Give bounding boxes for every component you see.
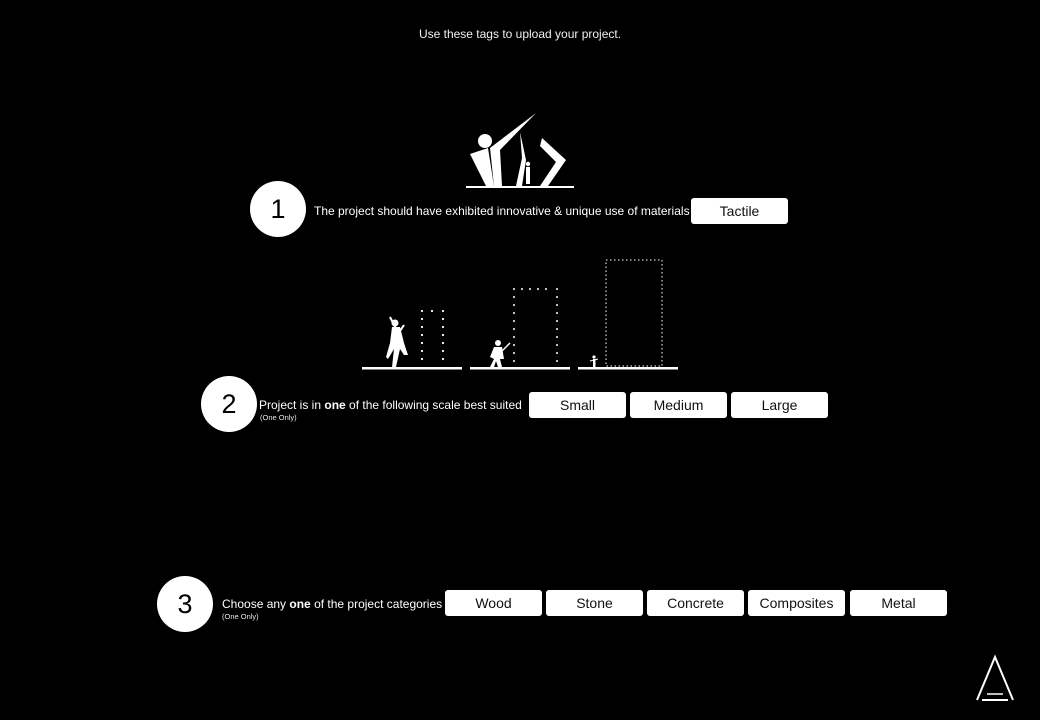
- tag-tactile-button[interactable]: Tactile: [691, 198, 788, 224]
- tag-large-button[interactable]: Large: [731, 392, 828, 418]
- step-2-text-before: Project is in: [259, 398, 325, 412]
- step-2-text-after: of the following scale best suited: [345, 398, 522, 412]
- step-3-note: (One Only): [222, 612, 259, 621]
- step-3-text: [222, 597, 442, 611]
- step-2-badge: 2: [201, 376, 257, 432]
- tag-medium-button[interactable]: Medium: [630, 392, 727, 418]
- step-1-text: The project should have exhibited innovative & unique use of materials: [314, 204, 690, 218]
- scale-illustration-icon: [360, 255, 680, 375]
- tag-concrete-button[interactable]: Concrete: [647, 590, 744, 616]
- sculpture-illustration-icon: [460, 108, 580, 193]
- intro-text: Use these tags to upload your project.: [418, 27, 622, 41]
- a-logo-icon[interactable]: [974, 655, 1018, 703]
- tag-wood-button[interactable]: Wood: [445, 590, 542, 616]
- step-3-text-bold: one: [289, 597, 311, 611]
- step-3-text-before: Choose any: [222, 597, 290, 611]
- step-2-note: (One Only): [260, 413, 297, 422]
- tag-composites-button[interactable]: Composites: [748, 590, 845, 616]
- tag-metal-button[interactable]: Metal: [850, 590, 947, 616]
- tag-small-button[interactable]: Small: [529, 392, 626, 418]
- step-2-text-bold: one: [324, 398, 346, 412]
- step-2-text: [259, 398, 522, 412]
- tag-stone-button[interactable]: Stone: [546, 590, 643, 616]
- step-3-badge: 3: [157, 576, 213, 632]
- step-1-badge: 1: [250, 181, 306, 237]
- step-3-text-after: of the project categories: [310, 597, 443, 611]
